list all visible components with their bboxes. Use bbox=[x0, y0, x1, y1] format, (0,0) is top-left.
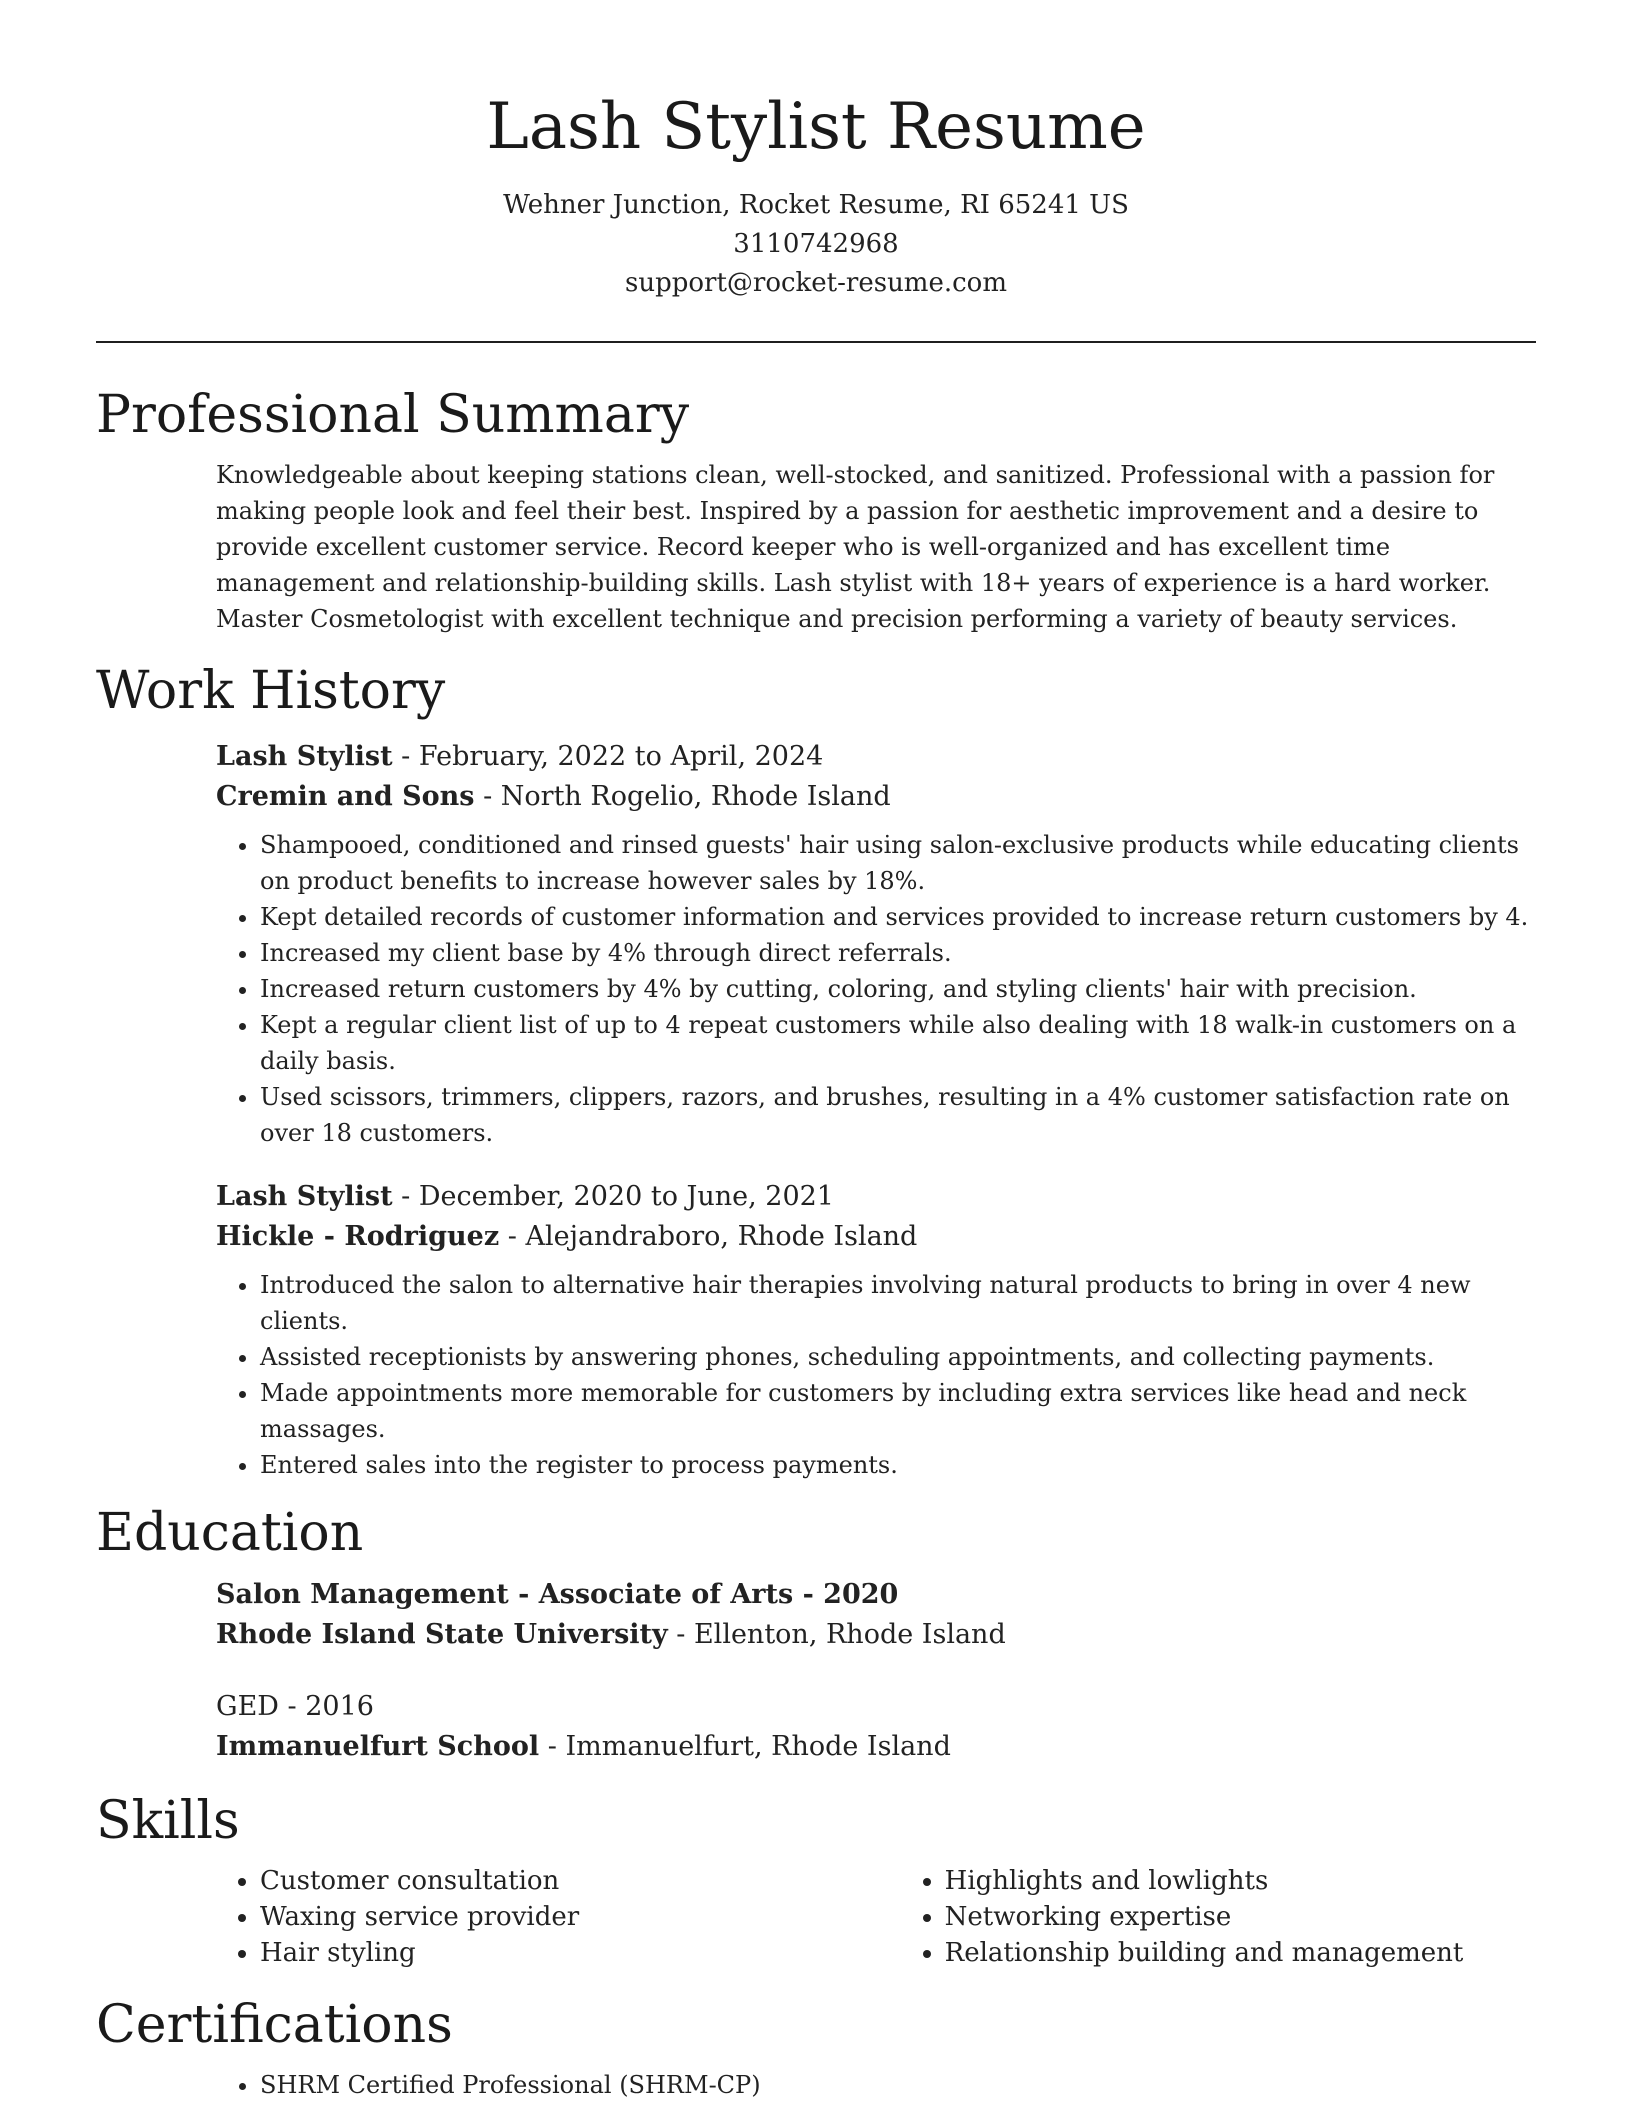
skill-item: • Customer consultation bbox=[260, 1863, 901, 1899]
job-title: Lash Stylist bbox=[216, 1181, 393, 1212]
certifications-list bbox=[216, 2067, 1536, 2103]
certifications-heading: Certifications bbox=[96, 1995, 453, 2055]
job-entry bbox=[216, 1177, 1536, 1483]
skills-heading: Skills bbox=[96, 1791, 240, 1851]
education-location: - Ellenton, Rhode Island bbox=[667, 1619, 1006, 1650]
job-location: - Alejandraboro, Rhode Island bbox=[499, 1221, 918, 1252]
skill-item: • Waxing service provider bbox=[260, 1899, 901, 1935]
skills-grid bbox=[216, 1863, 1536, 1971]
list-item: • Kept a regular client list of up to 4 repeat customers while also dealing with 18 walk-in customers on a daily basis. bbox=[260, 1007, 1536, 1079]
contact-address: Wehner Junction, Rocket Resume, RI 65241 US bbox=[503, 190, 1129, 220]
job-bullets bbox=[216, 1267, 1536, 1483]
job-bullets bbox=[216, 827, 1536, 1151]
certifications-list-wrap bbox=[216, 2067, 1536, 2103]
job-company: Cremin and Sons bbox=[216, 781, 475, 812]
education-school: Rhode Island State University bbox=[216, 1619, 668, 1650]
list-item: • Assisted receptionists by answering phones, scheduling appointments, and collecting payments. bbox=[260, 1339, 1536, 1375]
education-school: Immanuelfurt School bbox=[216, 1731, 540, 1762]
education-heading: Education bbox=[96, 1503, 364, 1563]
work-history-heading: Work History bbox=[96, 661, 446, 721]
job-title-line bbox=[216, 737, 1536, 777]
list-item: • Used scissors, trimmers, clippers, razors, and brushes, resulting in a 4% customer satisfaction rate on over 18 customers. bbox=[260, 1079, 1536, 1151]
header-divider bbox=[96, 341, 1536, 343]
summary-heading: Professional Summary bbox=[96, 385, 690, 445]
skill-item: • Networking expertise bbox=[945, 1899, 1536, 1935]
education-location: - Immanuelfurt, Rhode Island bbox=[539, 1731, 951, 1762]
skill-item: • Hair styling bbox=[260, 1935, 901, 1971]
page-title: Lash Stylist Resume bbox=[486, 90, 1146, 164]
job-dates: - December, 2020 to June, 2021 bbox=[392, 1181, 834, 1212]
education-entry bbox=[216, 1687, 1536, 1767]
job-entry bbox=[216, 737, 1536, 1151]
job-company: Hickle - Rodriguez bbox=[216, 1221, 500, 1252]
summary-text: Knowledgeable about keeping stations clean, well-stocked, and sanitized. Professional with a passion for making people look and feel their best. Inspired by a passion for aesthetic improvement and a desire to provide excellent customer service. Record keeper who is well-organized and has excellent time management and relationship-building skills. Lash stylist with 18+ years of experience is a hard worker. Master Cosmetologist with excellent technique and precision performing a variety of beauty services. bbox=[216, 461, 1495, 633]
resume-header bbox=[0, 82, 1632, 303]
education-entry bbox=[216, 1575, 1536, 1655]
job-company-line bbox=[216, 1217, 1536, 1257]
contact-email: support@rocket-resume.com bbox=[624, 268, 1007, 298]
education-degree: Salon Management - Associate of Arts - 2020 bbox=[216, 1579, 899, 1610]
list-item: • Kept detailed records of customer information and services provided to increase return customers by 4. bbox=[260, 899, 1536, 935]
education-school-line bbox=[216, 1615, 1536, 1655]
certification-item: • SHRM Certified Professional (SHRM-CP) bbox=[260, 2067, 1536, 2103]
list-item: • Shampooed, conditioned and rinsed guests' hair using salon-exclusive products while educating clients on product benefits to increase however sales by 18%. bbox=[260, 827, 1536, 899]
contact-phone: 3110742968 bbox=[733, 229, 899, 259]
skills-column-1 bbox=[216, 1863, 901, 1971]
education-school-line bbox=[216, 1727, 1536, 1767]
skill-item: • Highlights and lowlights bbox=[945, 1863, 1536, 1899]
list-item: • Introduced the salon to alternative hair therapies involving natural products to bring in over 4 new clients. bbox=[260, 1267, 1536, 1339]
job-title: Lash Stylist bbox=[216, 741, 393, 772]
list-item: • Made appointments more memorable for customers by including extra services like head and neck massages. bbox=[260, 1375, 1536, 1447]
resume-body bbox=[96, 383, 1536, 2103]
skill-item: • Relationship building and management bbox=[945, 1935, 1536, 1971]
list-item: • Increased my client base by 4% through direct referrals. bbox=[260, 935, 1536, 971]
job-company-line bbox=[216, 777, 1536, 817]
list-item: • Increased return customers by 4% by cutting, coloring, and styling clients' hair with precision. bbox=[260, 971, 1536, 1007]
education-degree: GED - 2016 bbox=[216, 1691, 374, 1722]
job-title-line bbox=[216, 1177, 1536, 1217]
job-dates: - February, 2022 to April, 2024 bbox=[392, 741, 824, 772]
job-location: - North Rogelio, Rhode Island bbox=[474, 781, 891, 812]
skills-column-2 bbox=[901, 1863, 1536, 1971]
list-item: • Entered sales into the register to process payments. bbox=[260, 1447, 1536, 1483]
